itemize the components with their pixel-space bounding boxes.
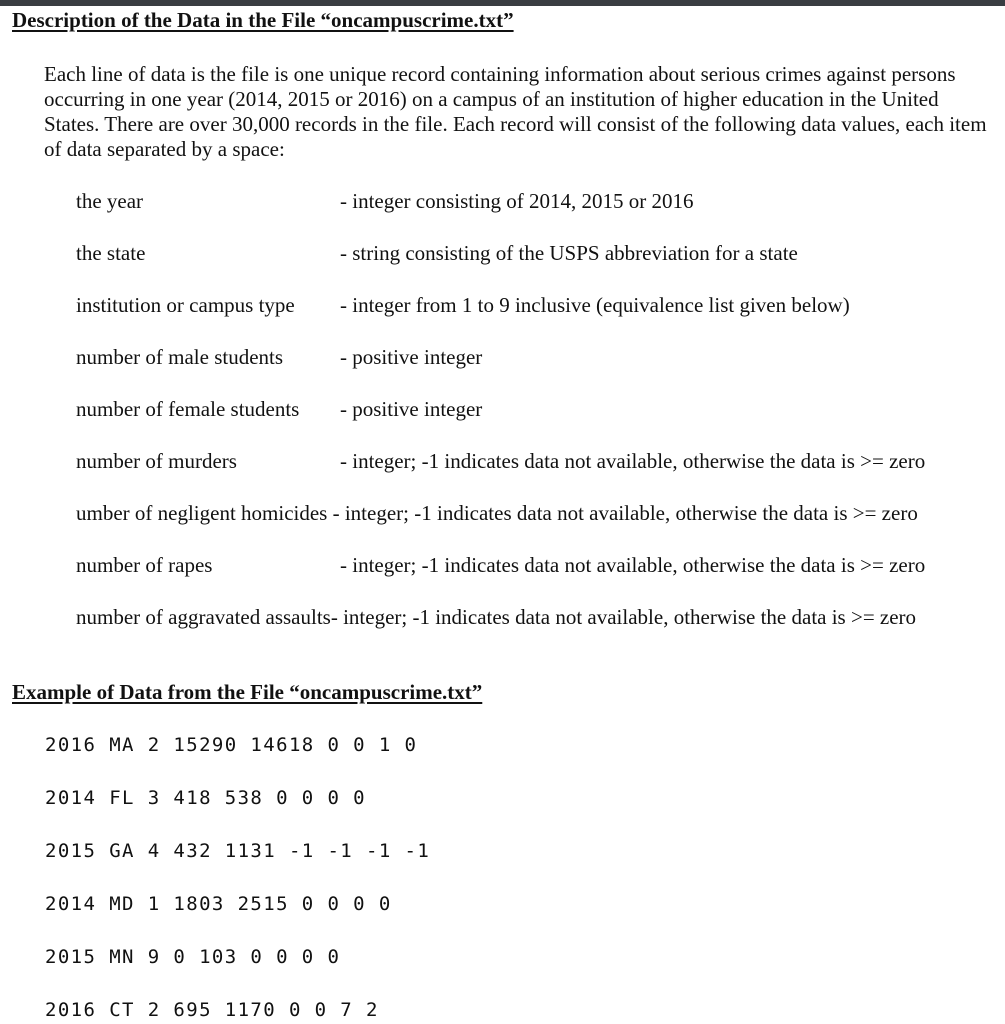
field-row-aggravated-assaults [76, 605, 916, 629]
field-description: - integer; -1 indicates data not available, otherwise the data is >= zero [340, 553, 926, 577]
example-line: 2016 CT 2 695 1170 0 0 7 2 [45, 999, 379, 1021]
example-line: 2014 FL 3 418 538 0 0 0 0 [45, 787, 366, 809]
field-name: institution or campus type [76, 293, 295, 317]
window-top-bar [0, 0, 1005, 6]
field-row-female-students [76, 397, 483, 421]
field-row-year [76, 189, 694, 213]
field-row-murders [76, 449, 926, 473]
example-line: 2016 MA 2 15290 14618 0 0 1 0 [45, 734, 418, 756]
field-description: - integer; -1 indicates data not available, otherwise the data is >= zero [340, 449, 926, 473]
field-name: number of aggravated assaults [76, 605, 331, 629]
field-row-negligent-homicides [76, 501, 918, 525]
field-name: umber of negligent homicides [76, 501, 328, 525]
field-description: - integer; -1 indicates data not available, otherwise the data is >= zero [330, 605, 917, 629]
field-description: - integer; -1 indicates data not available, otherwise the data is >= zero [327, 501, 918, 525]
field-name: number of male students [76, 345, 284, 369]
intro-paragraph: Each line of data is the file is one unique record containing information about serious crimes against persons occurring in one year (2014, 2015 or 2016) on a campus of an institution of higher education in the United States. There are over 30,000 records in the file. Each record will consist of the following data values, each item of data separated by a space: [44, 62, 987, 161]
field-name: number of murders [76, 449, 237, 473]
description-heading: Description of the Data in the File “oncampuscrime.txt” [12, 8, 514, 32]
field-row-campus-type [76, 293, 850, 317]
example-heading: Example of Data from the File “oncampuscrime.txt” [12, 680, 483, 704]
example-line: 2015 MN 9 0 103 0 0 0 0 [45, 946, 341, 968]
field-name: number of female students [76, 397, 300, 421]
example-line: 2014 MD 1 1803 2515 0 0 0 0 [45, 893, 392, 915]
field-row-rapes [76, 553, 926, 577]
example-line: 2015 GA 4 432 1131 -1 -1 -1 -1 [45, 840, 431, 862]
field-description: - positive integer [340, 397, 483, 421]
field-description: - string consisting of the USPS abbreviation for a state [340, 241, 798, 265]
field-name: number of rapes [76, 553, 213, 577]
field-name: the state [76, 241, 146, 265]
field-name: the year [76, 189, 144, 213]
field-description: - integer from 1 to 9 inclusive (equivalence list given below) [340, 293, 850, 317]
field-description: - integer consisting of 2014, 2015 or 2016 [340, 189, 694, 213]
field-row-state [76, 241, 798, 265]
field-description: - positive integer [340, 345, 483, 369]
field-row-male-students [76, 345, 483, 369]
